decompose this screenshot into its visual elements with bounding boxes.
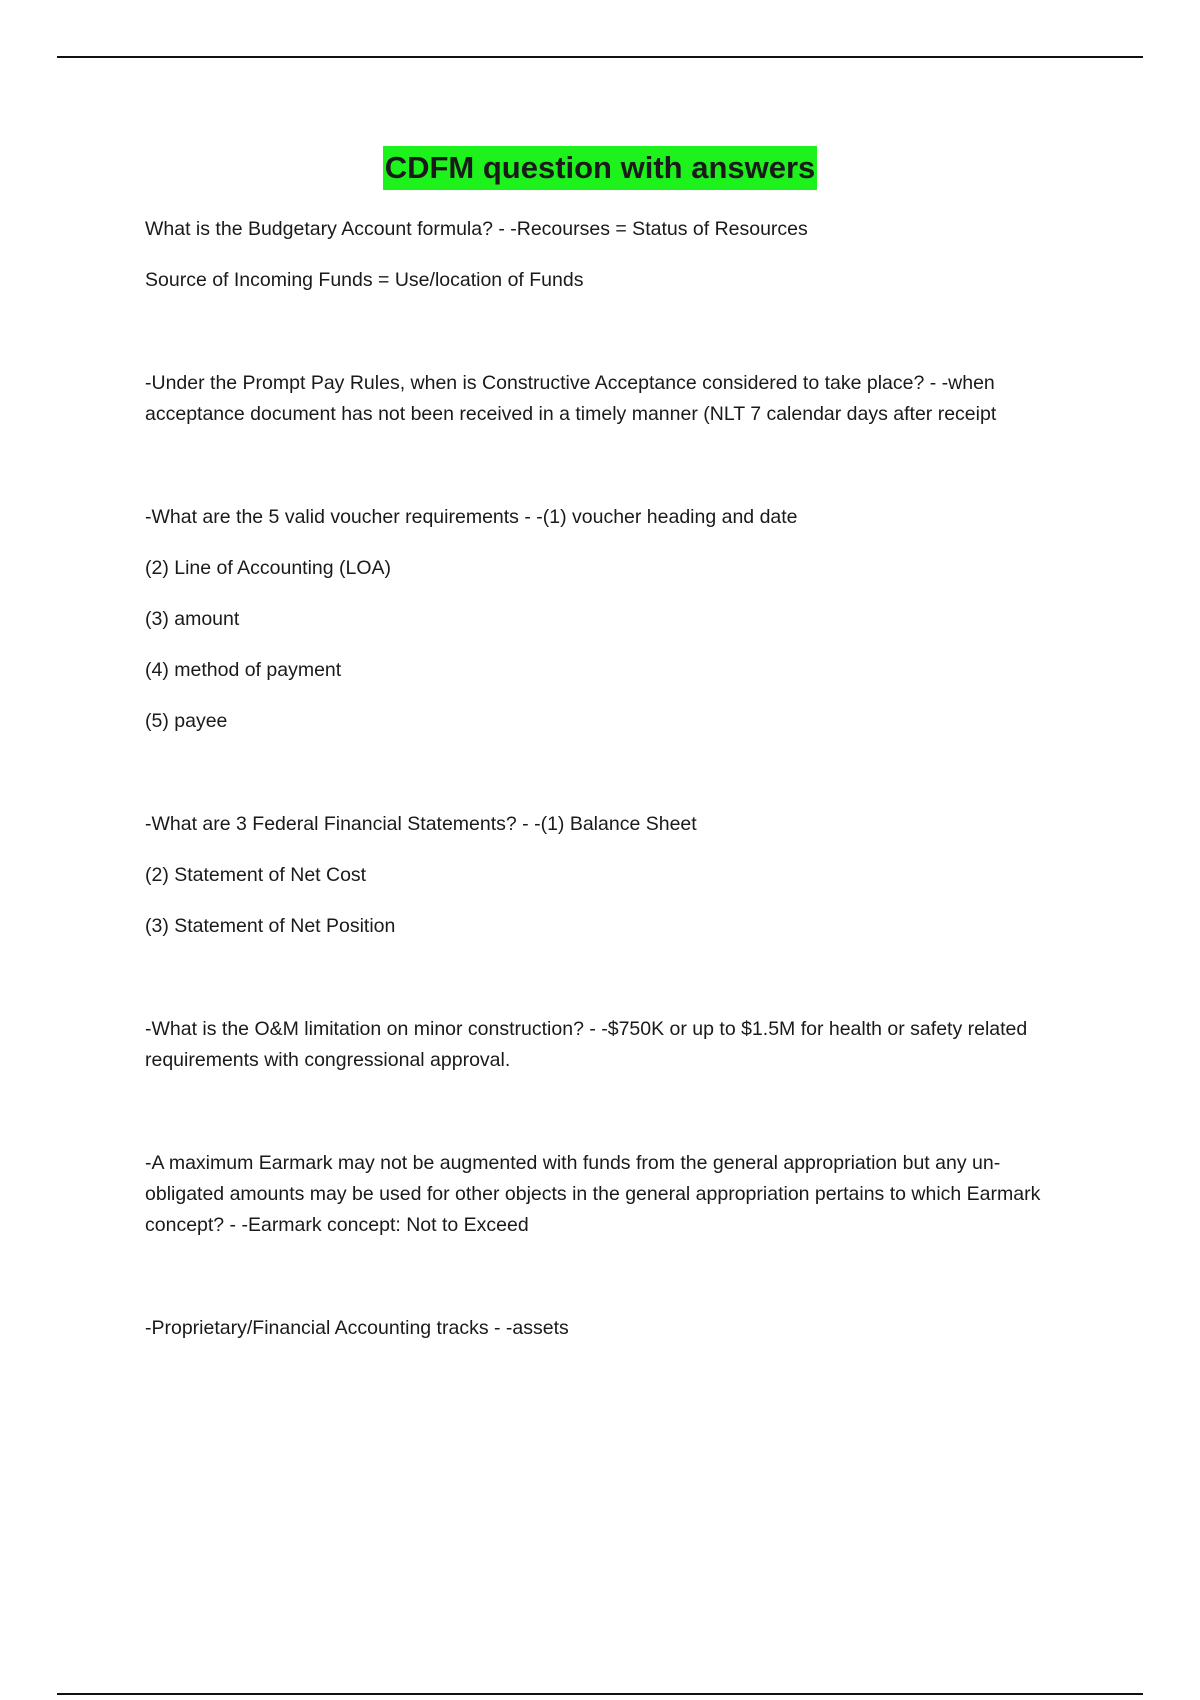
document-title: CDFM question with answers (383, 146, 818, 190)
paragraph: -What are the 5 valid voucher requirements - -(1) voucher heading and date (145, 506, 798, 528)
paragraph: (3) amount (145, 608, 240, 630)
paragraph: (2) Line of Accounting (LOA) (145, 557, 392, 579)
header-rule (57, 56, 1143, 58)
paragraph: -Proprietary/Financial Accounting tracks - -assets (145, 1317, 569, 1339)
paragraph: (4) method of payment (145, 659, 342, 681)
paragraph: (2) Statement of Net Cost (145, 864, 367, 886)
footer-rule (57, 1693, 1143, 1695)
paragraph: (3) Statement of Net Position (145, 915, 396, 937)
paragraph: What is the Budgetary Account formula? - -Recourses = Status of Resources (145, 218, 808, 240)
paragraph: -Under the Prompt Pay Rules, when is Constructive Acceptance considered to take place? - -when acceptance document has not been received in a timely manner (NLT 7 calendar days after receipt (145, 372, 997, 425)
document-body (145, 214, 1060, 1344)
paragraph: (5) payee (145, 710, 228, 732)
paragraph: -What are 3 Federal Financial Statements? - -(1) Balance Sheet (145, 813, 697, 835)
paragraph: -What is the O&M limitation on minor construction? - -$750K or up to $1.5M for health or safety related requirements with congressional approval. (145, 1018, 1028, 1071)
title-container (0, 146, 1200, 190)
paragraph: Source of Incoming Funds = Use/location of Funds (145, 269, 584, 291)
paragraph: -A maximum Earmark may not be augmented with funds from the general appropriation but any un-obligated amounts may be used for other objects in the general appropriation pertains to which Earmark concept? - -Earmark concept: Not to Exceed (145, 1152, 1041, 1236)
